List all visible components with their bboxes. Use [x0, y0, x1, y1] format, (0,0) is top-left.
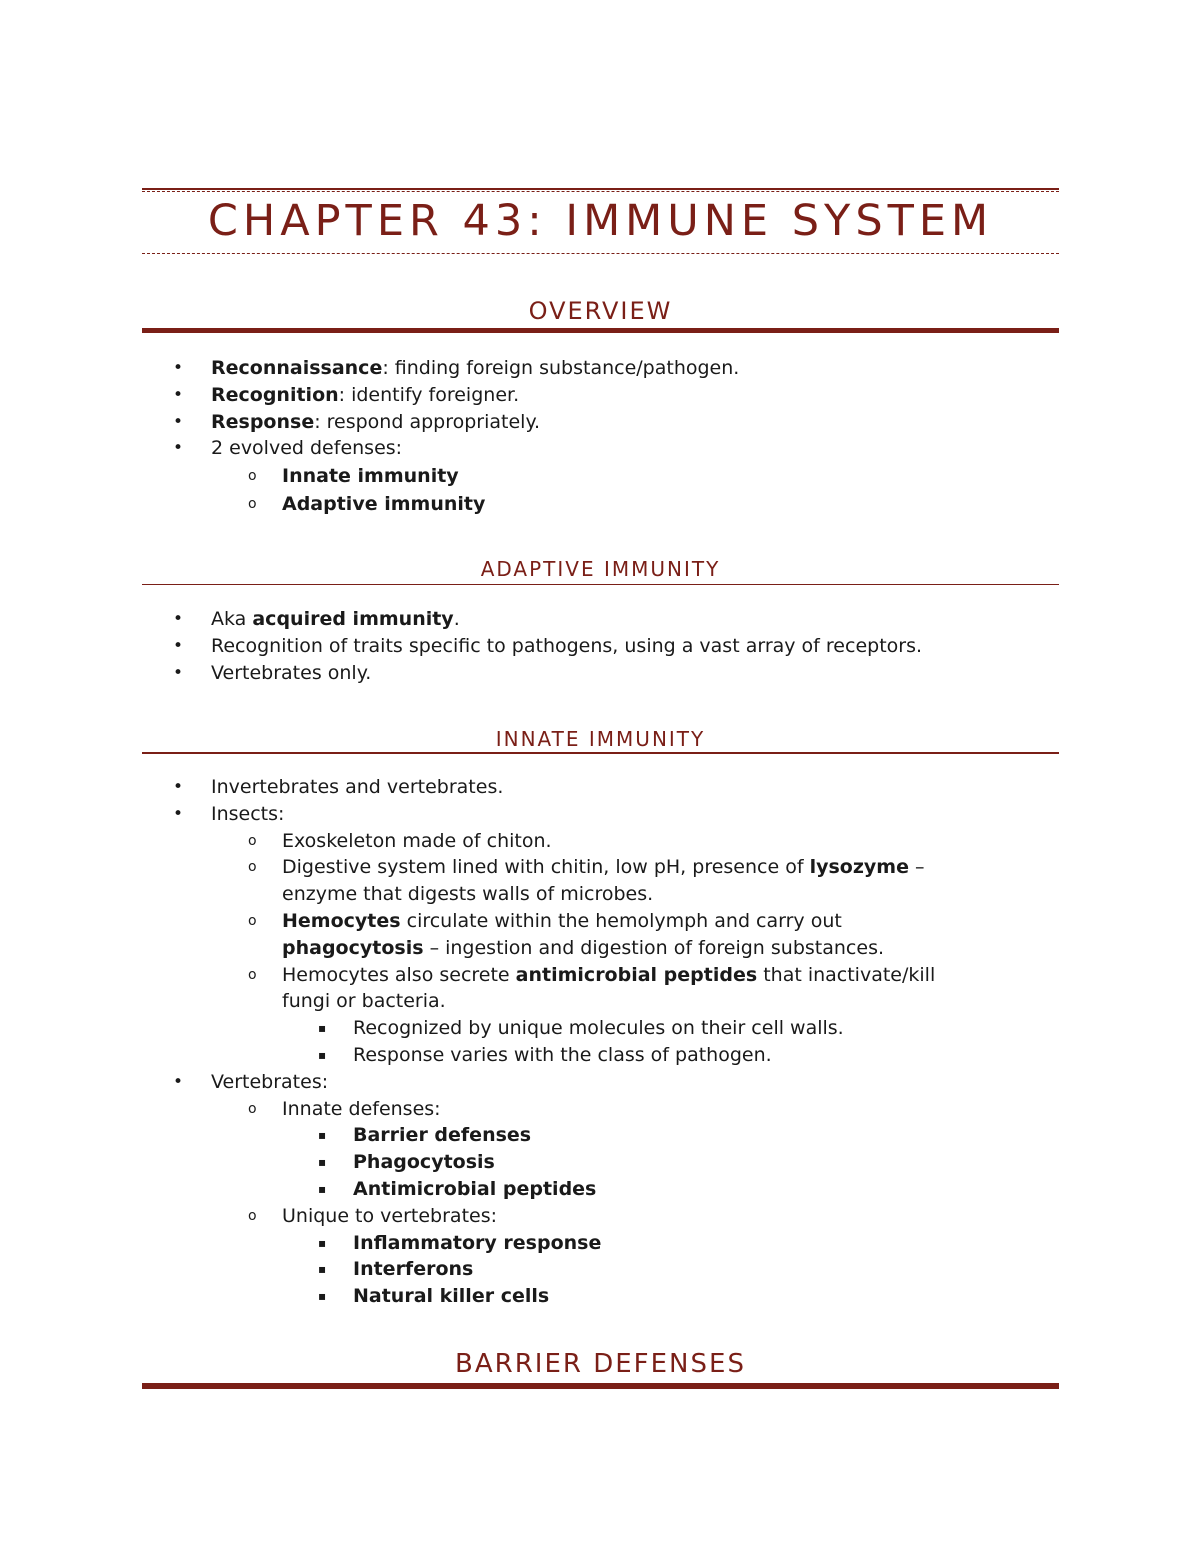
adaptive-list [142, 606, 1059, 686]
list-item: o Unique to vertebrates: [142, 1203, 1059, 1230]
square-marker: ▪ [318, 1181, 327, 1196]
list-item: • Vertebrates: [142, 1069, 1059, 1096]
document-title: CHAPTER 43: IMMUNE SYSTEM [207, 196, 994, 246]
circle-marker: o [248, 496, 257, 513]
square-marker: ▪ [318, 1047, 327, 1062]
list-item: • 2 evolved defenses: [142, 435, 1059, 462]
adaptive-heading: ADAPTIVE IMMUNITY [480, 557, 721, 581]
innate-list [142, 774, 1059, 1310]
list-item: o Hemocytes also secrete antimicrobial peptides that inactivate/kill fungi or bacteria. [248, 963, 936, 1013]
list-item: ▪ Recognized by unique molecules on their cell walls. [142, 1015, 1059, 1042]
list-item: o Hemocytes circulate within the hemolymph and carry out phagocytosis – ingestion and digestion of foreign substances. [248, 909, 885, 959]
bullet-marker: • [173, 777, 184, 797]
list-item: • Recognition of traits specific to pathogens, using a vast array of receptors. [142, 633, 1059, 660]
square-marker: ▪ [318, 1128, 327, 1143]
barrier-heading: BARRIER DEFENSES [455, 1349, 746, 1379]
circle-marker: o [248, 1207, 257, 1224]
list-item: ▪ Phagocytosis [142, 1149, 1059, 1176]
list-item: ▪ Inflammatory response [142, 1230, 1059, 1257]
square-marker: ▪ [318, 1289, 327, 1304]
list-item: o Innate immunity [142, 462, 1059, 490]
bullet-marker: • [173, 384, 184, 405]
document-page [142, 0, 1059, 1553]
overview-list [142, 355, 1059, 518]
title-rule-top [142, 188, 1059, 192]
list-item: ▪ Barrier defenses [142, 1122, 1059, 1149]
bullet-marker: • [173, 635, 184, 656]
list-item: • Invertebrates and vertebrates. [142, 774, 1059, 801]
square-marker: ▪ [318, 1021, 327, 1036]
circle-marker: o [248, 468, 257, 485]
list-item: o Innate defenses: [142, 1096, 1059, 1123]
bullet-marker: • [173, 609, 184, 629]
square-marker: ▪ [318, 1262, 327, 1277]
circle-marker: o [248, 832, 257, 849]
bullet-marker: • [173, 1071, 184, 1092]
square-marker: ▪ [318, 1235, 327, 1250]
overview-heading: OVERVIEW [528, 297, 673, 325]
adaptive-rule [142, 584, 1059, 585]
circle-marker: o [248, 1100, 257, 1117]
bullet-marker: • [173, 358, 184, 378]
list-item: • Vertebrates only. [142, 660, 1059, 687]
circle-marker: o [248, 859, 257, 876]
list-item: • Insects: [142, 801, 1059, 828]
overview-rule [142, 328, 1059, 333]
barrier-rule [142, 1383, 1059, 1389]
list-item: • Recognition: identify foreigner. [142, 382, 1059, 409]
square-marker: ▪ [318, 1155, 327, 1170]
title-rule-bottom [142, 253, 1059, 255]
bullet-marker: • [173, 411, 184, 432]
innate-heading: INNATE IMMUNITY [495, 727, 706, 751]
list-item: • Response: respond appropriately. [142, 409, 1059, 436]
circle-marker: o [248, 912, 257, 929]
bullet-marker: • [173, 803, 184, 824]
list-item: ▪ Natural killer cells [142, 1283, 1059, 1310]
list-item: o Exoskeleton made of chiton. [142, 828, 1059, 855]
list-item: • Reconnaissance: finding foreign substance/pathogen. [142, 355, 1059, 382]
list-item: • Aka acquired immunity. [142, 606, 1059, 633]
innate-rule [142, 752, 1059, 754]
bullet-marker: • [173, 438, 184, 459]
list-item: ▪ Antimicrobial peptides [142, 1176, 1059, 1203]
list-item: ▪ Interferons [142, 1256, 1059, 1283]
list-item: o Digestive system lined with chitin, low pH, presence of lysozyme – enzyme that digests walls of microbes. [248, 856, 925, 906]
circle-marker: o [248, 966, 257, 983]
bullet-marker: • [173, 662, 184, 683]
list-item: o Adaptive immunity [142, 490, 1059, 518]
list-item: ▪ Response varies with the class of pathogen. [142, 1042, 1059, 1069]
